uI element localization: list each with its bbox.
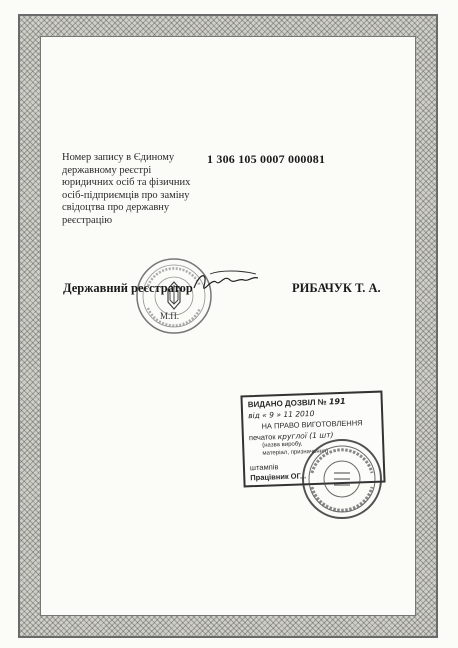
record-number-value: 1 306 105 0007 000081 <box>207 152 326 166</box>
stamp-permit-label: ВИДАНО ДОЗВІЛ № <box>247 397 327 410</box>
stamp-date: від « 9 » 11 2010 <box>247 408 315 421</box>
stamp-caption-1: (назва виробу, <box>262 441 303 449</box>
registrar-name: РИБАЧУК Т. А. <box>292 281 381 295</box>
signature-icon <box>190 268 262 300</box>
record-number-label: Номер запису в Єдиному державному реєстрі юридичних осіб та фізичних осіб-підприємців про заміну свідоцтва про державну реєстрацію <box>62 152 191 226</box>
registrar-label: Державний реєстратор <box>63 281 193 295</box>
stamp-stamps-label: штампів <box>249 462 279 473</box>
stamp-permit-line <box>248 397 346 409</box>
police-seal-icon <box>300 437 384 521</box>
stamp-officer-label: Працівник ОГ... <box>250 471 307 483</box>
stamp-right-label: НА ПРАВО ВИГОТОВЛЕННЯ <box>261 418 363 431</box>
stamp-item-value: круглої (1 шт) <box>277 430 334 442</box>
document-body <box>40 36 416 616</box>
seal-place-label: М.П. <box>160 311 180 321</box>
stamp-item-label: печаток <box>248 432 276 443</box>
stamp-permit-number: 191 <box>328 396 346 407</box>
stamp-caption-2: матеріал, призначення) <box>262 448 329 457</box>
